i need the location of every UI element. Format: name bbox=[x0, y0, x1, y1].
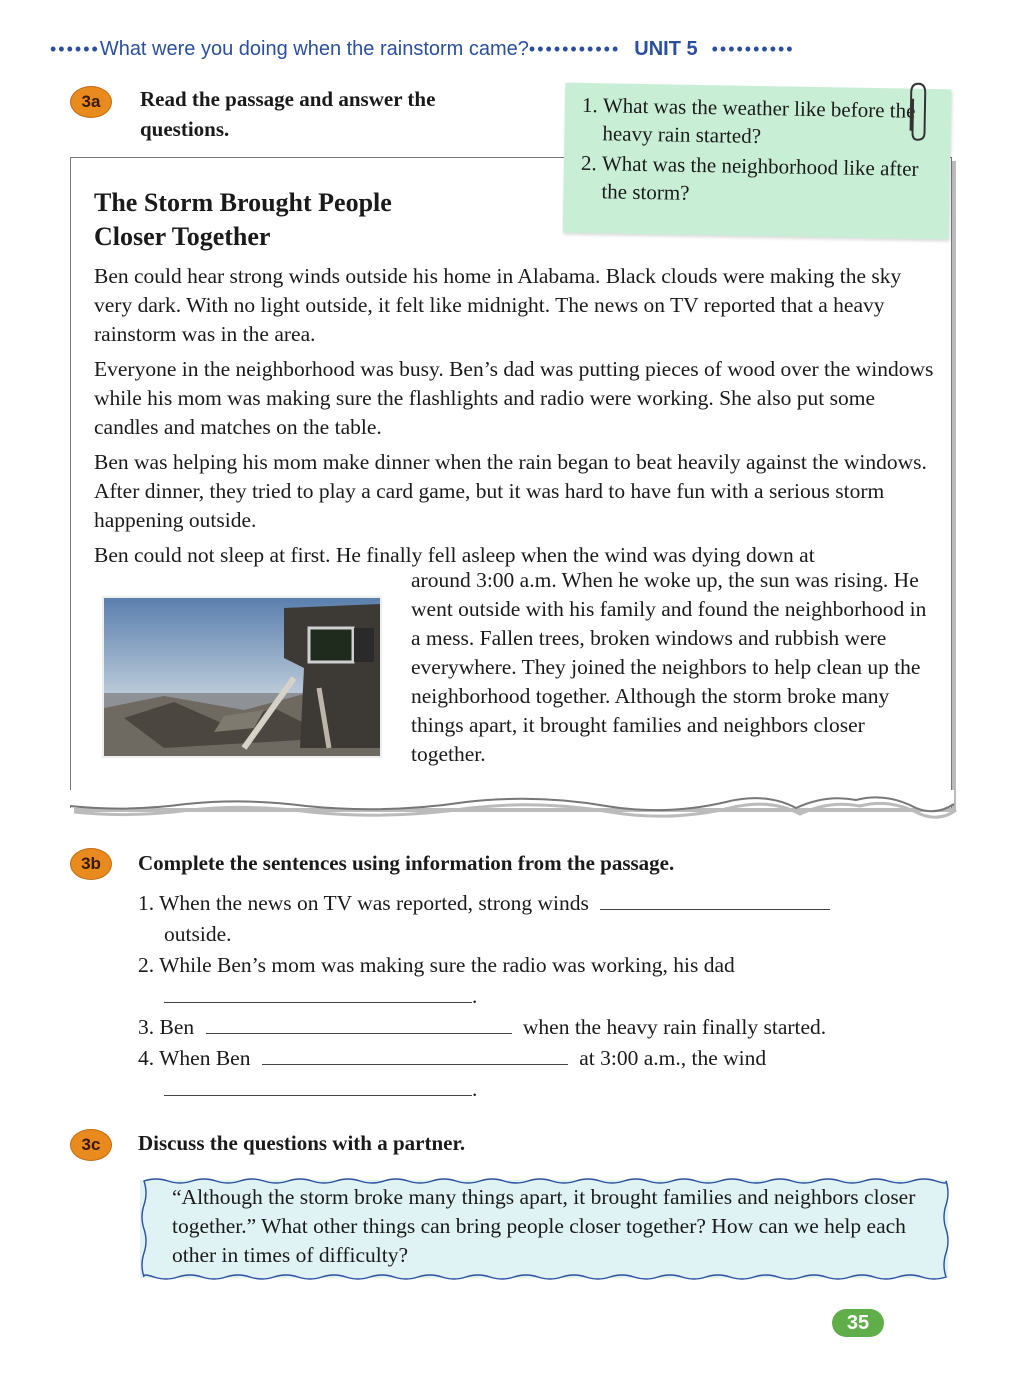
item-text: at 3:00 a.m., the wind bbox=[579, 1046, 767, 1070]
answer-blank[interactable] bbox=[262, 1044, 568, 1065]
passage-paragraph-4-start: Ben could not sleep at first. He finally fell asleep when the wind was dying down at bbox=[94, 543, 815, 567]
exercise-item-4 bbox=[138, 1043, 938, 1074]
exercise-item-3 bbox=[138, 1012, 938, 1043]
badge-3c: 3c bbox=[70, 1129, 112, 1161]
passage-paragraph-3: Ben was helping his mom make dinner when the rain began to beat heavily against the windows. After dinner, they tried to play a card game, but it was hard to have fun with a serious storm happening outside. bbox=[94, 450, 927, 532]
paperclip-icon bbox=[904, 81, 931, 143]
exercise-item-1 bbox=[138, 888, 938, 919]
answer-blank[interactable] bbox=[600, 889, 830, 910]
instruction-3c: Discuss the questions with a partner. bbox=[138, 1131, 466, 1155]
storm-damage-photo bbox=[104, 598, 380, 756]
exercise-item-1-cont bbox=[138, 919, 938, 950]
item-text: when the heavy rain finally started. bbox=[522, 1015, 827, 1039]
passage-title-line2: Closer Together bbox=[94, 222, 271, 251]
torn-edge bbox=[66, 790, 958, 830]
item-number: 3. bbox=[138, 1015, 155, 1039]
item-text: While Ben’s mom was making sure the radio was working, his dad bbox=[159, 953, 735, 977]
period: . bbox=[472, 984, 478, 1008]
passage-paragraph-4-wrap: around 3:00 a.m. When he woke up, the sun was rising. He went outside with his family and found the neighborhood in a mess. Fallen trees, broken windows and rubbish were everywhere. They joined the neighbors to help clean up the neighborhood together. Although the storm broke many things apart, it brought families and neighbors closer together. bbox=[411, 568, 927, 766]
header-dots-right: •••••••••• bbox=[711, 38, 795, 59]
instruction-3b: Complete the sentences using information from the passage. bbox=[138, 851, 675, 875]
instruction-3a-line2: questions. bbox=[140, 117, 230, 141]
item-number: 2. bbox=[138, 953, 155, 977]
page-header bbox=[50, 34, 1024, 64]
item-text: When the news on TV was reported, strong winds bbox=[159, 891, 589, 915]
note-question-list bbox=[577, 91, 937, 211]
passage-title bbox=[94, 186, 392, 254]
answer-blank[interactable] bbox=[206, 1013, 512, 1034]
item-number: 1. bbox=[138, 891, 155, 915]
passage-paragraph-2: Everyone in the neighborhood was busy. Ben’s dad was putting pieces of wood over the windows while his mom was making sure the flashlights and radio were working. She also put some candles and matches on the table. bbox=[94, 357, 934, 439]
period: . bbox=[472, 1077, 478, 1101]
exercise-3b-list bbox=[138, 888, 938, 1105]
exercise-item-2 bbox=[138, 950, 938, 981]
header-title: What were you doing when the rainstorm came? bbox=[99, 37, 529, 60]
instruction-3a bbox=[140, 84, 435, 144]
page-number: 35 bbox=[832, 1309, 884, 1337]
header-dots-left: •••••• bbox=[50, 38, 100, 59]
note-question-2: 2. What was the neighborhood like after the storm? bbox=[601, 149, 936, 211]
passage-paragraph-1: Ben could hear strong winds outside his home in Alabama. Black clouds were making the sky very dark. With no light outside, it felt like midnight. The news on TV reported that a heavy rainstorm was in the area. bbox=[94, 264, 902, 346]
exercise-item-4-cont bbox=[138, 1074, 938, 1105]
header-dots-mid: ••••••••••• bbox=[528, 38, 621, 59]
passage-body bbox=[94, 262, 934, 576]
badge-3a: 3a bbox=[70, 86, 112, 118]
item-number: 4. bbox=[138, 1046, 155, 1070]
exercise-item-2-cont bbox=[138, 981, 938, 1012]
note-question-1: 1. What was the weather like before the heavy rain started? bbox=[602, 91, 937, 153]
sticky-note-questions bbox=[563, 83, 952, 240]
unit-label: UNIT 5 bbox=[634, 37, 698, 60]
instruction-3a-line1: Read the passage and answer the bbox=[140, 87, 436, 111]
item-text: Ben bbox=[159, 1015, 195, 1039]
answer-blank[interactable] bbox=[164, 1075, 472, 1096]
item-text: outside. bbox=[164, 922, 232, 946]
badge-3b: 3b bbox=[70, 848, 112, 880]
item-text: When Ben bbox=[159, 1046, 251, 1070]
answer-blank[interactable] bbox=[164, 982, 472, 1003]
passage-title-line1: The Storm Brought People bbox=[94, 188, 392, 217]
discussion-prompt: “Although the storm broke many things apart, it brought families and neighbors closer together.” What other things can bring people closer together? How can we help each other in times of difficulty? bbox=[172, 1185, 916, 1267]
